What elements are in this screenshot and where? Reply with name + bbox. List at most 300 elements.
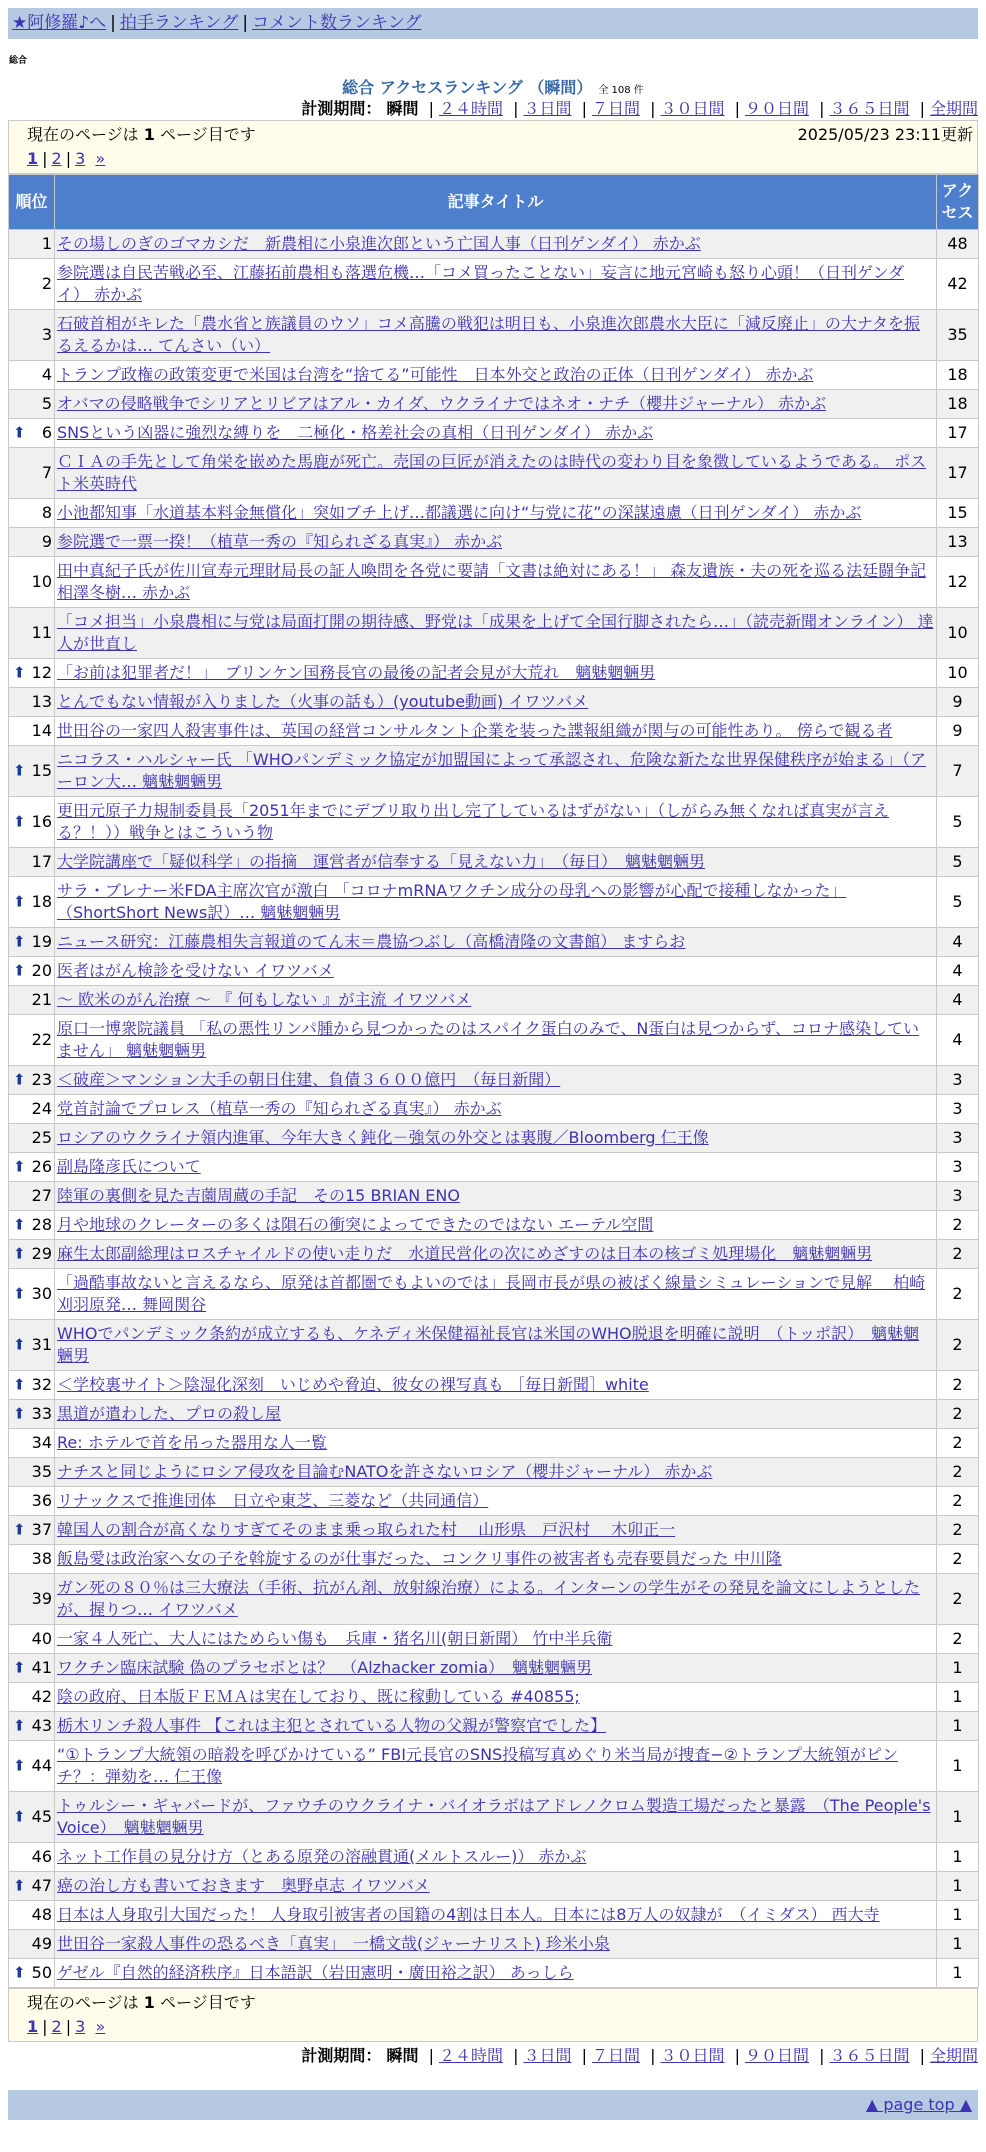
title-cell (55, 230, 937, 259)
article-title-link[interactable]: 田中真紀子氏が佐川宣寿元理財局長の証人喚問を各党に要請「文書は絶対にある！」 森友遺族・夫の死を巡る法廷闘争記相澤冬樹… 赤かぶ (57, 561, 927, 602)
rank-number: 38 (31, 1549, 52, 1568)
table-row (9, 1400, 979, 1429)
rank-cell (9, 608, 55, 659)
article-title-link[interactable]: 日本は人身取引大国だった！ 人身取引被害者の国籍の4割は日本人。日本には8万人の奴隷が （イミダス） 西大寺 (57, 1905, 880, 1924)
title-cell (55, 310, 937, 361)
rank-up-arrow-icon: ⬆ (13, 1963, 26, 1982)
rank-up-arrow-icon: ⬆ (13, 1404, 26, 1423)
access-count: 1 (937, 1712, 979, 1741)
access-count: 4 (937, 928, 979, 957)
table-row (9, 1371, 979, 1400)
rank-cell (9, 986, 55, 1015)
period-label: 計測期間： (301, 2046, 382, 2065)
article-title-link[interactable]: ネット工作員の見分け方（とある原発の溶融貫通(メルトスルー)） 赤かぶ (57, 1847, 587, 1866)
article-title-link[interactable]: トランプ政権の政策変更で米国は台湾を“捨てる”可能性 日本外交と政治の正体（日刊ゲンダイ） 赤かぶ (57, 365, 814, 384)
table-row (9, 390, 979, 419)
title-cell (55, 1930, 937, 1959)
rank-cell (9, 1574, 55, 1625)
title-cell (55, 659, 937, 688)
article-title-link[interactable]: トゥルシー・ギャバードが、ファウチのウクライナ・バイオラボはアドレノクロム製造工場だったと暴露 （The People's Voice） 魑魅魍魎男 (57, 1796, 931, 1837)
title-cell (55, 877, 937, 928)
title-cell (55, 1683, 937, 1712)
table-row (9, 310, 979, 361)
period-3d-link[interactable]: ３日間 (523, 2046, 572, 2065)
access-count: 4 (937, 1015, 979, 1066)
article-title-link[interactable]: 癌の治し方も書いておきます 奥野卓志 イワツバメ (57, 1876, 430, 1895)
rank-cell (9, 1320, 55, 1371)
rank-cell (9, 1843, 55, 1872)
rank-number: 15 (31, 761, 52, 780)
applause-ranking-link[interactable]: 拍手ランキング (119, 13, 239, 33)
table-row (9, 1320, 979, 1371)
title-cell (55, 957, 937, 986)
rank-cell (9, 528, 55, 557)
article-title-link[interactable]: ロシアのウクライナ領内進軍、今年大きく鈍化－強気の外交とは裏腹／Bloomberg 仁王像 (57, 1128, 709, 1147)
access-count: 1 (937, 1930, 979, 1959)
article-title-link[interactable]: 陸軍の裏側を見た吉薗周蔵の手記 その15 BRIAN ENO (57, 1186, 460, 1205)
rank-number: 1 (41, 234, 52, 253)
title-cell (55, 390, 937, 419)
article-title-link[interactable]: 麻生太郎副総理はロスチャイルドの使い走りだ 水道民営化の次にめざすのは日本の核ゴミ処理場化 魑魅魍魎男 (57, 1244, 873, 1263)
period-365d-link[interactable]: ３６５日間 (829, 99, 910, 118)
rank-number: 18 (31, 892, 52, 911)
access-count: 1 (937, 1901, 979, 1930)
rank-number: 26 (31, 1157, 52, 1176)
title-cell (55, 746, 937, 797)
rank-cell (9, 448, 55, 499)
period-all-link[interactable]: 全期間 (929, 99, 978, 118)
access-count: 2 (937, 1574, 979, 1625)
access-count: 2 (937, 1458, 979, 1487)
rank-up-arrow-icon: ⬆ (13, 1375, 26, 1394)
rank-cell (9, 1901, 55, 1930)
access-count: 2 (937, 1545, 979, 1574)
rank-cell (9, 259, 55, 310)
access-count: 1 (937, 1872, 979, 1901)
period-current: 瞬間 (386, 99, 419, 118)
period-selector-top: 計測期間： 瞬間 | ２４時間 | ３日間 | ７日間 | ３０日間 | ９０日間 | ３６５日間 | 全期間 (301, 99, 978, 118)
rank-number: 5 (41, 394, 52, 413)
table-row (9, 1574, 979, 1625)
rank-number: 17 (31, 852, 52, 871)
access-count: 18 (937, 361, 979, 390)
page-title (0, 75, 986, 95)
period-365d-link[interactable]: ３６５日間 (829, 2046, 910, 2065)
title-cell (55, 928, 937, 957)
article-title-link[interactable]: サラ・ブレナー米FDA主席次官が激白 「コロナmRNAワクチン成分の母乳への影響が心配で接種しなかった」（ShortShort News訳）… 魑魅魍魎男 (57, 881, 847, 922)
access-count: 48 (937, 230, 979, 259)
article-title-link[interactable]: 原口一博衆院議員 「私の悪性リンパ腫から見つかったのはスパイク蛋白のみで、N蛋白は見つからず、コロナ感染していません」 魑魅魍魎男 (57, 1019, 920, 1060)
article-title-link[interactable]: とんでもない情報が入りました（火事の話も）(youtube動画) イワツバメ (57, 692, 589, 711)
period-current: 瞬間 (386, 2046, 419, 2065)
rank-number: 49 (31, 1934, 52, 1953)
table-row (9, 1015, 979, 1066)
title-cell (55, 986, 937, 1015)
article-title-link[interactable]: ～ 欧米のがん治療 ～ 『 何もしない 』が主流 イワツバメ (57, 990, 472, 1009)
article-title-link[interactable]: リナックスで推進団体 日立や東芝、三菱など（共同通信） (57, 1491, 489, 1510)
rank-cell (9, 717, 55, 746)
home-link[interactable]: ★阿修羅♪へ (12, 13, 107, 33)
rank-number: 41 (31, 1658, 52, 1677)
rank-number: 3 (41, 325, 52, 344)
article-title-link[interactable]: 大学院講座で「疑似科学」の指摘 運営者が信奉する「見えない力」 （毎日） 魑魅魍魎男 (57, 852, 706, 871)
rank-up-arrow-icon: ⬆ (13, 812, 26, 831)
pagination-box-bottom (8, 1988, 978, 2042)
table-row (9, 848, 979, 877)
rank-cell (9, 1269, 55, 1320)
table-row (9, 1095, 979, 1124)
title-cell (55, 1487, 937, 1516)
access-count: 12 (937, 557, 979, 608)
rank-cell (9, 1240, 55, 1269)
rank-number: 19 (31, 932, 52, 951)
table-row (9, 1516, 979, 1545)
next-page-link[interactable]: » (95, 2017, 106, 2036)
table-row (9, 1683, 979, 1712)
page-2-link[interactable]: 2 (51, 149, 62, 168)
nav-separator: | (110, 13, 116, 33)
title-cell (55, 1458, 937, 1487)
rank-cell (9, 1095, 55, 1124)
rank-number: 39 (31, 1589, 52, 1608)
article-title-link[interactable]: ＜学校裏サイト＞陰湿化深刻 いじめや脅迫、彼女の裸写真も ［毎日新聞］white (57, 1375, 649, 1394)
period-90d-link[interactable]: ９０日間 (744, 2046, 809, 2065)
rank-number: 7 (41, 463, 52, 482)
page-links: 1 | 2 | 3 » (27, 2017, 106, 2036)
article-title-link[interactable]: ナチスと同じようにロシア侵攻を目論むNATOを許さないロシア（櫻井ジャーナル） 赤かぶ (57, 1462, 713, 1481)
title-cell (55, 1153, 937, 1182)
rank-number: 40 (31, 1629, 52, 1648)
rank-cell (9, 1625, 55, 1654)
rank-number: 42 (31, 1687, 52, 1706)
rank-up-arrow-icon: ⬆ (13, 961, 26, 980)
rank-number: 10 (31, 572, 52, 591)
rank-cell (9, 659, 55, 688)
table-row (9, 659, 979, 688)
title-cell (55, 557, 937, 608)
article-title-link[interactable]: 飯島愛は政治家へ女の子を斡旋するのが仕事だった、コンクリ事件の被害者も売春要員だった 中川隆 (57, 1549, 782, 1568)
rank-number: 24 (31, 1099, 52, 1118)
article-title-link[interactable]: “①トランプ大統領の暗殺を呼びかけている” FBI元長官のSNS投稿写真めぐり米当局が捜査−②トランプ大統領がピンチ？：弾劾を… 仁王像 (57, 1745, 898, 1786)
access-count: 10 (937, 659, 979, 688)
article-title-link[interactable]: 石破首相がキレた「農水省と族議員のウソ」コメ高騰の戦犯は明日も、小泉進次郎農水大臣に「減反廃止」の大ナタを振るえるかは… てんさい（い） (57, 314, 921, 355)
rank-number: 4 (41, 365, 52, 384)
rank-number: 14 (31, 721, 52, 740)
table-row (9, 877, 979, 928)
access-count: 3 (937, 1153, 979, 1182)
rank-cell (9, 1683, 55, 1712)
access-count: 3 (937, 1182, 979, 1211)
period-90d-link[interactable]: ９０日間 (744, 99, 809, 118)
rank-up-arrow-icon: ⬆ (13, 761, 26, 780)
rank-number: 8 (41, 503, 52, 522)
article-title-link[interactable]: 世田谷の一家四人殺害事件は、英国の経営コンサルタント企業を装った諜報組織が関与の可能性あり。 傍らで観る者 (57, 721, 893, 740)
article-title-link[interactable]: 黒道が遣わした、プロの殺し屋 (57, 1404, 282, 1423)
page-1-link[interactable]: 1 (27, 2017, 39, 2036)
title-cell (55, 1371, 937, 1400)
article-title-link[interactable]: 「過酷事故ないと言えるなら、原発は首都圏でもよいのでは」長岡市長が県の被ばく線量シミュレーションで見解 柏崎刈羽原発… 舞岡関谷 (57, 1273, 926, 1314)
rank-number: 21 (31, 990, 52, 1009)
article-title-link[interactable]: 医者はがん検診を受けない イワツバメ (57, 961, 334, 980)
article-title-link[interactable]: 一家４人死亡、大人にはためらい傷も 兵庫・猪名川(朝日新聞） 竹中半兵衛 (57, 1629, 613, 1648)
title-cell (55, 1625, 937, 1654)
table-header (9, 175, 979, 230)
rank-cell (9, 1400, 55, 1429)
table-row (9, 448, 979, 499)
rank-cell (9, 1211, 55, 1240)
access-count: 9 (937, 717, 979, 746)
title-cell (55, 1182, 937, 1211)
rank-up-arrow-icon: ⬆ (13, 1284, 26, 1303)
article-title-link[interactable]: 世田谷一家殺人事件の恐るべき「真実」 一橋文哉(ジャーナリスト) 珍米小泉 (57, 1934, 610, 1953)
access-count: 2 (937, 1211, 979, 1240)
article-title-link[interactable]: ＣＩＡの手先として角栄を嵌めた馬鹿が死亡。売国の巨匠が消えたのは時代の変わり目を象徴しているようである。 ポスト米英時代 (57, 452, 927, 493)
page-2-link[interactable]: 2 (51, 2017, 62, 2036)
rank-cell (9, 797, 55, 848)
rank-cell (9, 1741, 55, 1792)
title-cell (55, 1741, 937, 1792)
page-3-link[interactable]: 3 (75, 149, 86, 168)
table-row (9, 1066, 979, 1095)
access-count: 2 (937, 1516, 979, 1545)
rank-up-arrow-icon: ⬆ (13, 1658, 26, 1677)
rank-cell (9, 1654, 55, 1683)
rank-number: 25 (31, 1128, 52, 1147)
access-count: 18 (937, 390, 979, 419)
access-count: 2 (937, 1429, 979, 1458)
bottom-bar (8, 2090, 978, 2120)
article-title-link[interactable]: ゲゼル『自然的経済秩序』日本語訳（岩田憲明・廣田裕之訳） あっしら (57, 1963, 574, 1982)
table-row (9, 259, 979, 310)
article-title-link[interactable]: 党首討論でプロレス（植草一秀の『知られざる真実』） 赤かぶ (57, 1099, 502, 1118)
article-title-link[interactable]: ワクチン臨床試験 偽のプラセボとは？ （Alzhacker zomia） 魑魅魍魎男 (57, 1658, 593, 1677)
rank-number: 29 (31, 1244, 52, 1263)
rank-number: 27 (31, 1186, 52, 1205)
rank-up-arrow-icon: ⬆ (13, 1807, 26, 1826)
table-row (9, 1458, 979, 1487)
title-cell (55, 1872, 937, 1901)
table-row (9, 1901, 979, 1930)
rank-cell (9, 1545, 55, 1574)
article-title-link[interactable]: SNSという凶器に強烈な縛りを 二極化・格差社会の真相（日刊ゲンダイ） 赤かぶ (57, 423, 654, 442)
access-count: 15 (937, 499, 979, 528)
access-count: 3 (937, 1066, 979, 1095)
table-row (9, 608, 979, 659)
rank-cell (9, 419, 55, 448)
table-row (9, 230, 979, 259)
rank-cell (9, 1959, 55, 1988)
table-row (9, 528, 979, 557)
nav-separator: | (242, 13, 249, 33)
rank-up-arrow-icon: ⬆ (13, 932, 26, 951)
title-cell (55, 1901, 937, 1930)
table-row (9, 1429, 979, 1458)
title-cell (55, 419, 937, 448)
ranking-table (8, 174, 979, 1988)
access-count: 3 (937, 1095, 979, 1124)
access-count: 9 (937, 688, 979, 717)
period-24h-link[interactable]: ２４時間 (438, 2046, 503, 2065)
article-title-link[interactable]: WHOでパンデミック条約が成立するも、ケネディ米保健福祉長官は米国のWHO脱退を明確に説明 （トッポ訳） 魑魅魍魎男 (57, 1324, 920, 1365)
title-cell (55, 848, 937, 877)
table-row (9, 957, 979, 986)
access-count: 2 (937, 1487, 979, 1516)
period-7d-link[interactable]: ７日間 (591, 99, 640, 118)
period-30d-link[interactable]: ３０日間 (660, 2046, 725, 2065)
period-30d-link[interactable]: ３０日間 (660, 99, 725, 118)
title-cell (55, 1516, 937, 1545)
article-title-link[interactable]: ニュース研究：江藤農相失言報道のてん末＝農協つぶし（高橋清隆の文書館） ますらお (57, 932, 686, 951)
table-row (9, 1545, 979, 1574)
article-title-link[interactable]: 参院選で一票一揆！（植草一秀の『知られざる真実』） 赤かぶ (57, 532, 503, 551)
article-title-link[interactable]: 陰の政府、日本版ＦＥＭＡは実在しており、既に稼動している #40855; (57, 1687, 580, 1706)
rank-cell (9, 1066, 55, 1095)
article-title-link[interactable]: 月や地球のクレーターの多くは隕石の衝突によってできたのではない エーテル空間 (57, 1215, 654, 1234)
rank-number: 11 (31, 623, 52, 642)
access-count: 2 (937, 1240, 979, 1269)
rank-number: 22 (31, 1030, 52, 1049)
table-row (9, 1182, 979, 1211)
access-count: 2 (937, 1625, 979, 1654)
next-page-link[interactable]: » (95, 149, 106, 168)
period-all-link[interactable]: 全期間 (929, 2046, 978, 2065)
article-title-link[interactable]: その場しのぎのゴマカシだ 新農相に小泉進次郎という亡国人事（日刊ゲンダイ） 赤かぶ (57, 234, 701, 253)
article-title-link[interactable]: 副島隆彦氏について (57, 1157, 201, 1176)
rank-cell (9, 877, 55, 928)
page-links: 1 | 2 | 3 » (27, 149, 106, 168)
access-count: 35 (937, 310, 979, 361)
table-row (9, 1625, 979, 1654)
title-cell (55, 448, 937, 499)
table-row (9, 928, 979, 957)
access-count: 13 (937, 528, 979, 557)
title-cell (55, 1545, 937, 1574)
rank-cell (9, 1930, 55, 1959)
page-top-link[interactable]: ▲ page top ▲ (865, 2095, 972, 2114)
top-nav-bar (8, 8, 978, 39)
article-title-link[interactable]: ニコラス・ハルシャー氏 「WHOパンデミック協定が加盟国によって承認され、危険な新たな世界保健秩序が始まる」（アーロン大… 魑魅魍魎男 (57, 750, 926, 791)
rank-cell (9, 1429, 55, 1458)
article-title-link[interactable]: 韓国人の割合が高くなりすぎてそのまま乗っ取られた村 山形県 戸沢村 木卯正一 (57, 1520, 676, 1539)
ranking-rows (9, 230, 979, 1988)
access-count: 7 (937, 746, 979, 797)
access-column-header: アクセス (937, 175, 979, 230)
access-count: 1 (937, 1792, 979, 1843)
table-row (9, 1487, 979, 1516)
rank-cell (9, 1153, 55, 1182)
title-cell (55, 1211, 937, 1240)
rank-up-arrow-icon: ⬆ (13, 892, 26, 911)
article-title-link[interactable]: Re: ホテルで首を吊った器用な人一覧 (57, 1433, 327, 1452)
access-count: 2 (937, 1371, 979, 1400)
article-title-link[interactable]: 更田元原子力規制委員長「2051年までにデブリ取り出し完了しているはずがない」（しがらみ無くなれば真実が言える？！））戦争とはこういう物 (57, 801, 890, 842)
title-cell (55, 1400, 937, 1429)
rank-number: 43 (31, 1716, 52, 1735)
article-title-link[interactable]: 栃木リンチ殺人事件 【これは主犯とされている人物の父親が警察官でした】 (57, 1716, 607, 1735)
ranking-title: 総合 アクセスランキング （瞬間） (342, 78, 593, 97)
title-cell (55, 1792, 937, 1843)
article-title-link[interactable]: 小池都知事「水道基本料金無償化」突如ブチ上げ…都議選に向け“与党に花”の深謀遠慮（日刊ゲンダイ） 赤かぶ (57, 503, 862, 522)
table-row (9, 1269, 979, 1320)
access-count: 2 (937, 1400, 979, 1429)
access-count: 17 (937, 419, 979, 448)
table-row (9, 688, 979, 717)
page-1-link[interactable]: 1 (27, 149, 39, 168)
rank-number: 20 (31, 961, 52, 980)
access-count: 1 (937, 1683, 979, 1712)
title-cell (55, 1124, 937, 1153)
rank-number: 23 (31, 1070, 52, 1089)
table-row (9, 1959, 979, 1988)
rank-cell (9, 1371, 55, 1400)
title-cell (55, 361, 937, 390)
table-row (9, 1872, 979, 1901)
updated-timestamp: 2025/05/23 23:11更新 (797, 125, 973, 144)
title-cell (55, 1843, 937, 1872)
access-count: 1 (937, 1959, 979, 1988)
table-row (9, 1153, 979, 1182)
rank-number: 6 (41, 423, 52, 442)
rank-up-arrow-icon: ⬆ (13, 663, 26, 682)
article-title-link[interactable]: ガン死の８０％は三大療法（手術、抗がん剤、放射線治療）による。インターンの学生がその発見を論文にしようとしたが、握りつ… イワツバメ (57, 1578, 921, 1619)
table-row (9, 1792, 979, 1843)
rank-cell (9, 1516, 55, 1545)
rank-number: 12 (31, 663, 52, 682)
access-count: 1 (937, 1741, 979, 1792)
title-column-header: 記事タイトル (55, 175, 937, 230)
rank-up-arrow-icon: ⬆ (13, 1756, 26, 1775)
article-title-link[interactable]: オバマの侵略戦争でシリアとリビアはアル・カイダ、ウクライナではネオ・ナチ（櫻井ジャーナル） 赤かぶ (57, 394, 827, 413)
rank-number: 28 (31, 1215, 52, 1234)
rank-up-arrow-icon: ⬆ (13, 1244, 26, 1263)
rank-number: 50 (31, 1963, 52, 1982)
rank-cell (9, 499, 55, 528)
period-24h-link[interactable]: ２４時間 (438, 99, 503, 118)
table-row (9, 1843, 979, 1872)
article-title-link[interactable]: 参院選は自民苦戦必至、江藤拓前農相も落選危機…「コメ買ったことない」妄言に地元宮崎も怒り心頭！（日刊ゲンダイ） 赤かぶ (57, 263, 905, 304)
access-count: 5 (937, 848, 979, 877)
article-title-link[interactable]: 「コメ担当」小泉農相に与党は局面打開の期待感、野党は「成果を上げて全国行脚されたら…」（読売新聞オンライン） 達人が世直し (57, 612, 934, 653)
rank-number: 46 (31, 1847, 52, 1866)
period-3d-link[interactable]: ３日間 (523, 99, 572, 118)
rank-number: 32 (31, 1375, 52, 1394)
rank-cell (9, 1182, 55, 1211)
rank-number: 31 (31, 1335, 52, 1354)
rank-cell (9, 1792, 55, 1843)
period-7d-link[interactable]: ７日間 (591, 2046, 640, 2065)
access-count: 2 (937, 1320, 979, 1371)
table-row (9, 986, 979, 1015)
access-count: 5 (937, 797, 979, 848)
title-cell (55, 717, 937, 746)
title-cell (55, 1429, 937, 1458)
rank-cell (9, 928, 55, 957)
rank-up-arrow-icon: ⬆ (13, 423, 26, 442)
page-3-link[interactable]: 3 (75, 2017, 86, 2036)
article-title-link[interactable]: 「お前は犯罪者だ！」 ブリンケン国務長官の最後の記者会見が大荒れ 魑魅魍魎男 (57, 663, 656, 682)
rank-number: 2 (41, 274, 52, 293)
table-row (9, 1211, 979, 1240)
rank-cell (9, 1487, 55, 1516)
comment-ranking-link[interactable]: コメント数ランキング (252, 13, 422, 33)
title-cell (55, 797, 937, 848)
title-cell (55, 608, 937, 659)
access-count: 4 (937, 957, 979, 986)
rank-number: 30 (31, 1284, 52, 1303)
title-cell (55, 1095, 937, 1124)
article-title-link[interactable]: ＜破産＞マンション大手の朝日住建、負債３６００億円 （毎日新聞） (57, 1070, 561, 1089)
rank-cell (9, 1124, 55, 1153)
